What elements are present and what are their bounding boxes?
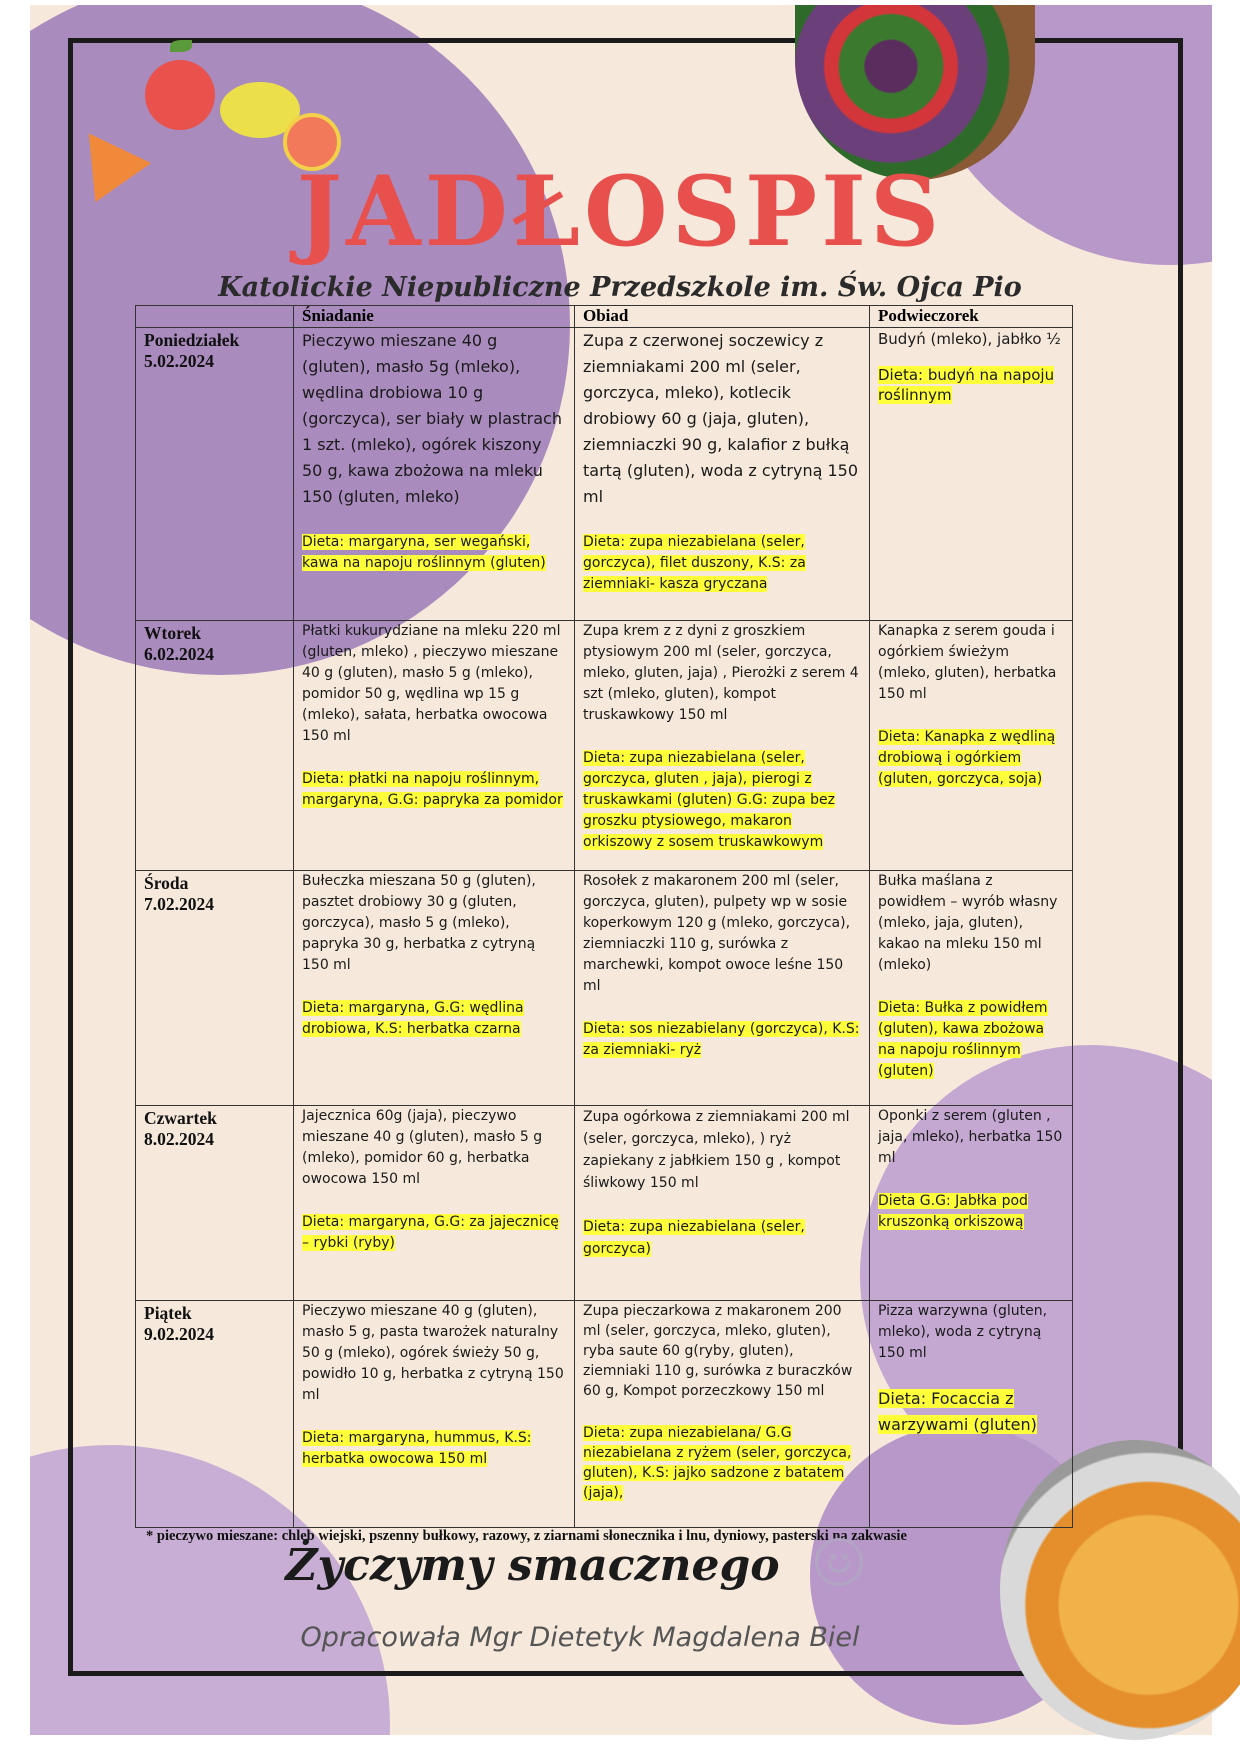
lunch-diet: Dieta: zupa niezabielana/ G.G niezabielana z ryżem (seler, gorczyca, gluten), K.S: jajko sadzone z batatem (jaja), xyxy=(583,1425,852,1502)
lunch-text: Zupa z czerwonej soczewicy z ziemniakami 200 ml (seler, gorczyca, mleko), kotlecik drobiowy 60 g (jaja, gluten), ziemniaczki 90 g, kalafior z bułką tartą (gluten), woda z cytryną 150 ml xyxy=(583,330,859,506)
snack-text: Kanapka z serem gouda i ogórkiem świeżym (mleko, gluten), herbatka 150 ml xyxy=(878,623,1057,703)
lunch-cell xyxy=(575,621,870,870)
snack-cell xyxy=(870,327,1073,621)
breakfast-cell xyxy=(294,1105,575,1301)
breakfast-text: Pieczywo mieszane 40 g (gluten), masło 5 g, pasta twarożek naturalny 50 g (mleko), ogórek świeży 50 g, powidło 10 g, herbatka z cytryną 150 ml xyxy=(302,1303,564,1404)
page-title: JADŁOSPIS xyxy=(296,155,944,268)
table-row xyxy=(136,1301,1073,1528)
day-cell xyxy=(136,327,294,621)
author-credit: Opracowała Mgr Dietetyk Magdalena Biel xyxy=(300,1622,860,1653)
lunch-cell xyxy=(575,1105,870,1301)
snack-diet: Dieta: Kanapka z wędliną drobiową i ogórkiem (gluten, gorczyca, soja) xyxy=(878,729,1056,788)
snack-text: Bułka maślana z powidłem – wyrób własny (mleko, jaja, gluten), kakao na mleku 150 ml (mleko) xyxy=(878,872,1058,973)
breakfast-cell xyxy=(294,1301,575,1528)
preschool-name: Katolickie Niepubliczne Przedszkole im. Św. Ojca Pio xyxy=(218,272,1022,303)
breakfast-diet: Dieta: margaryna, hummus, K.S: herbatka owocowa 150 ml xyxy=(302,1430,532,1468)
column-header-breakfast: Śniadanie xyxy=(294,306,575,328)
snack-text: Pizza warzywna (gluten, mleko), woda z cytryną 150 ml xyxy=(878,1303,1048,1362)
snack-diet: Dieta: budyń na napoju roślinnym xyxy=(878,365,1055,404)
snack-text: Budyń (mleko), jabłko ½ xyxy=(878,329,1061,348)
snack-cell xyxy=(870,870,1073,1105)
table-row xyxy=(136,621,1073,870)
menu-table xyxy=(135,305,1073,1528)
breakfast-diet: Dieta: margaryna, G.G: za jajecznicę – rybki (ryby) xyxy=(302,1213,559,1251)
breakfast-diet: Dieta: margaryna, ser wegański, kawa na napoju roślinnym (gluten) xyxy=(302,533,546,571)
day-cell xyxy=(136,1105,294,1301)
lunch-text: Rosołek z makaronem 200 ml (seler, gorczyca, gluten), pulpety wp w sosie koperkowym 120 g (mleko, gorczyca), ziemniaczki 110 g, surówka z marchewki, kompot owoce leśne 150 ml xyxy=(583,872,851,994)
lunch-text: Zupa pieczarkowa z makaronem 200 ml (seler, gorczyca, mleko, gluten), ryba saute 60 g(ryby, gluten), ziemniaki 110 g, surówka z buraczków 60 g, Kompot porzeczkowy 150 ml xyxy=(583,1303,853,1400)
table-header-row xyxy=(136,306,1073,328)
table-row xyxy=(136,1105,1073,1301)
table-row xyxy=(136,327,1073,621)
snack-cell xyxy=(870,621,1073,870)
snack-cell xyxy=(870,1105,1073,1301)
breakfast-diet: Dieta: margaryna, G.G: wędlina drobiowa, K.S: herbatka czarna xyxy=(302,999,524,1037)
table-row xyxy=(136,870,1073,1105)
lunch-cell xyxy=(575,327,870,621)
lunch-diet: Dieta: sos niezabielany (gorczyca), K.S: za ziemniaki- ryż xyxy=(583,1020,860,1058)
day-date: 6.02.2024 xyxy=(144,644,214,665)
lunch-diet: Dieta: zupa niezabielana (seler, gorczyca, gluten , jaja), pierogi z truskawkami (gluten) G.G: zupa bez groszku ptysiowego, makaron orkiszowy z sosem truskawkowym xyxy=(583,750,836,851)
snack-diet: Dieta: Bułka z powidłem (gluten), kawa zbożowa na napoju roślinnym (gluten) xyxy=(878,999,1048,1079)
lunch-cell xyxy=(575,1301,870,1528)
day-cell xyxy=(136,1301,294,1528)
snack-text: Oponki z serem (gluten , jaja, mleko), herbatka 150 ml xyxy=(878,1107,1063,1166)
closing-message: Życzymy smacznego xyxy=(285,1540,780,1591)
breakfast-text: Bułeczka mieszana 50 g (gluten), pasztet drobiowy 30 g (gluten, gorczyca), masło 5 g (mleko), papryka 30 g, herbatka z cytryną 150 ml xyxy=(302,872,536,973)
day-date: 8.02.2024 xyxy=(144,1128,214,1149)
breakfast-cell xyxy=(294,870,575,1105)
column-header-day xyxy=(136,306,294,328)
lunch-cell xyxy=(575,870,870,1105)
breakfast-text: Płatki kukurydziane na mleku 220 ml (gluten, mleko) , pieczywo mieszane 40 g (gluten), masło 5 g (mleko), pomidor 50 g, wędlina wp 15 g (mleko), sałata, herbatka owocowa 150 ml xyxy=(302,623,561,745)
day-name: Wtorek xyxy=(144,623,202,644)
breakfast-text: Pieczywo mieszane 40 g (gluten), masło 5g (mleko), wędlina drobiowa 10 g (gorczyca), ser biały w plastrach 1 szt. (mleko), ogórek kiszony 50 g, kawa zbożowa na mleku 150 (gluten, mleko) xyxy=(302,330,562,506)
breakfast-cell xyxy=(294,621,575,870)
day-cell xyxy=(136,870,294,1105)
breakfast-text: Jajecznica 60g (jaja), pieczywo mieszane 40 g (gluten), masło 5 g (mleko), pomidor 60 g, herbatka owocowa 150 ml xyxy=(302,1107,543,1187)
lunch-diet: Dieta: zupa niezabielana (seler, gorczyca), filet duszony, K.S: za ziemniaki- kasza gryczana xyxy=(583,533,806,592)
day-date: 5.02.2024 xyxy=(144,350,214,371)
breakfast-cell xyxy=(294,327,575,621)
day-cell xyxy=(136,621,294,870)
day-name: Czwartek xyxy=(144,1107,217,1128)
snack-cell xyxy=(870,1301,1073,1528)
footnote: * pieczywo mieszane: chleb wiejski, pszenny bułkowy, razowy, z ziarnami słonecznika i lnu, dyniowy, pasterski na zakwasie xyxy=(146,1528,907,1544)
snack-diet: Dieta: Focaccia z warzywami (gluten) xyxy=(878,1389,1037,1435)
day-name: Piątek xyxy=(144,1303,192,1324)
day-date: 7.02.2024 xyxy=(144,893,214,914)
lunch-diet: Dieta: zupa niezabielana (seler, gorczyca) xyxy=(583,1218,805,1257)
column-header-snack: Podwieczorek xyxy=(870,306,1073,328)
day-name: Środa xyxy=(144,872,189,893)
snack-diet: Dieta G.G: Jabłka pod kruszonką orkiszową xyxy=(878,1192,1028,1230)
day-date: 9.02.2024 xyxy=(144,1324,214,1345)
day-name: Poniedziałek xyxy=(144,329,240,350)
column-header-lunch: Obiad xyxy=(575,306,870,328)
apple-icon xyxy=(145,60,215,130)
lunch-text: Zupa krem z z dyni z groszkiem ptysiowym 200 ml (seler, gorczyca, mleko, gluten, jaja) , Pierożki z serem 4 szt (mleko, gluten), kompot truskawkowy 150 ml xyxy=(583,623,859,724)
breakfast-diet: Dieta: płatki na napoju roślinnym, margaryna, G.G: papryka za pomidor xyxy=(302,771,563,809)
smiley-icon xyxy=(815,1538,863,1586)
leaf-icon xyxy=(170,40,192,52)
lunch-text: Zupa ogórkowa z ziemniakami 200 ml (seler, gorczyca, mleko), ) ryż zapiekany z jabłkiem 150 g , kompot śliwkowy 150 ml xyxy=(583,1108,850,1191)
